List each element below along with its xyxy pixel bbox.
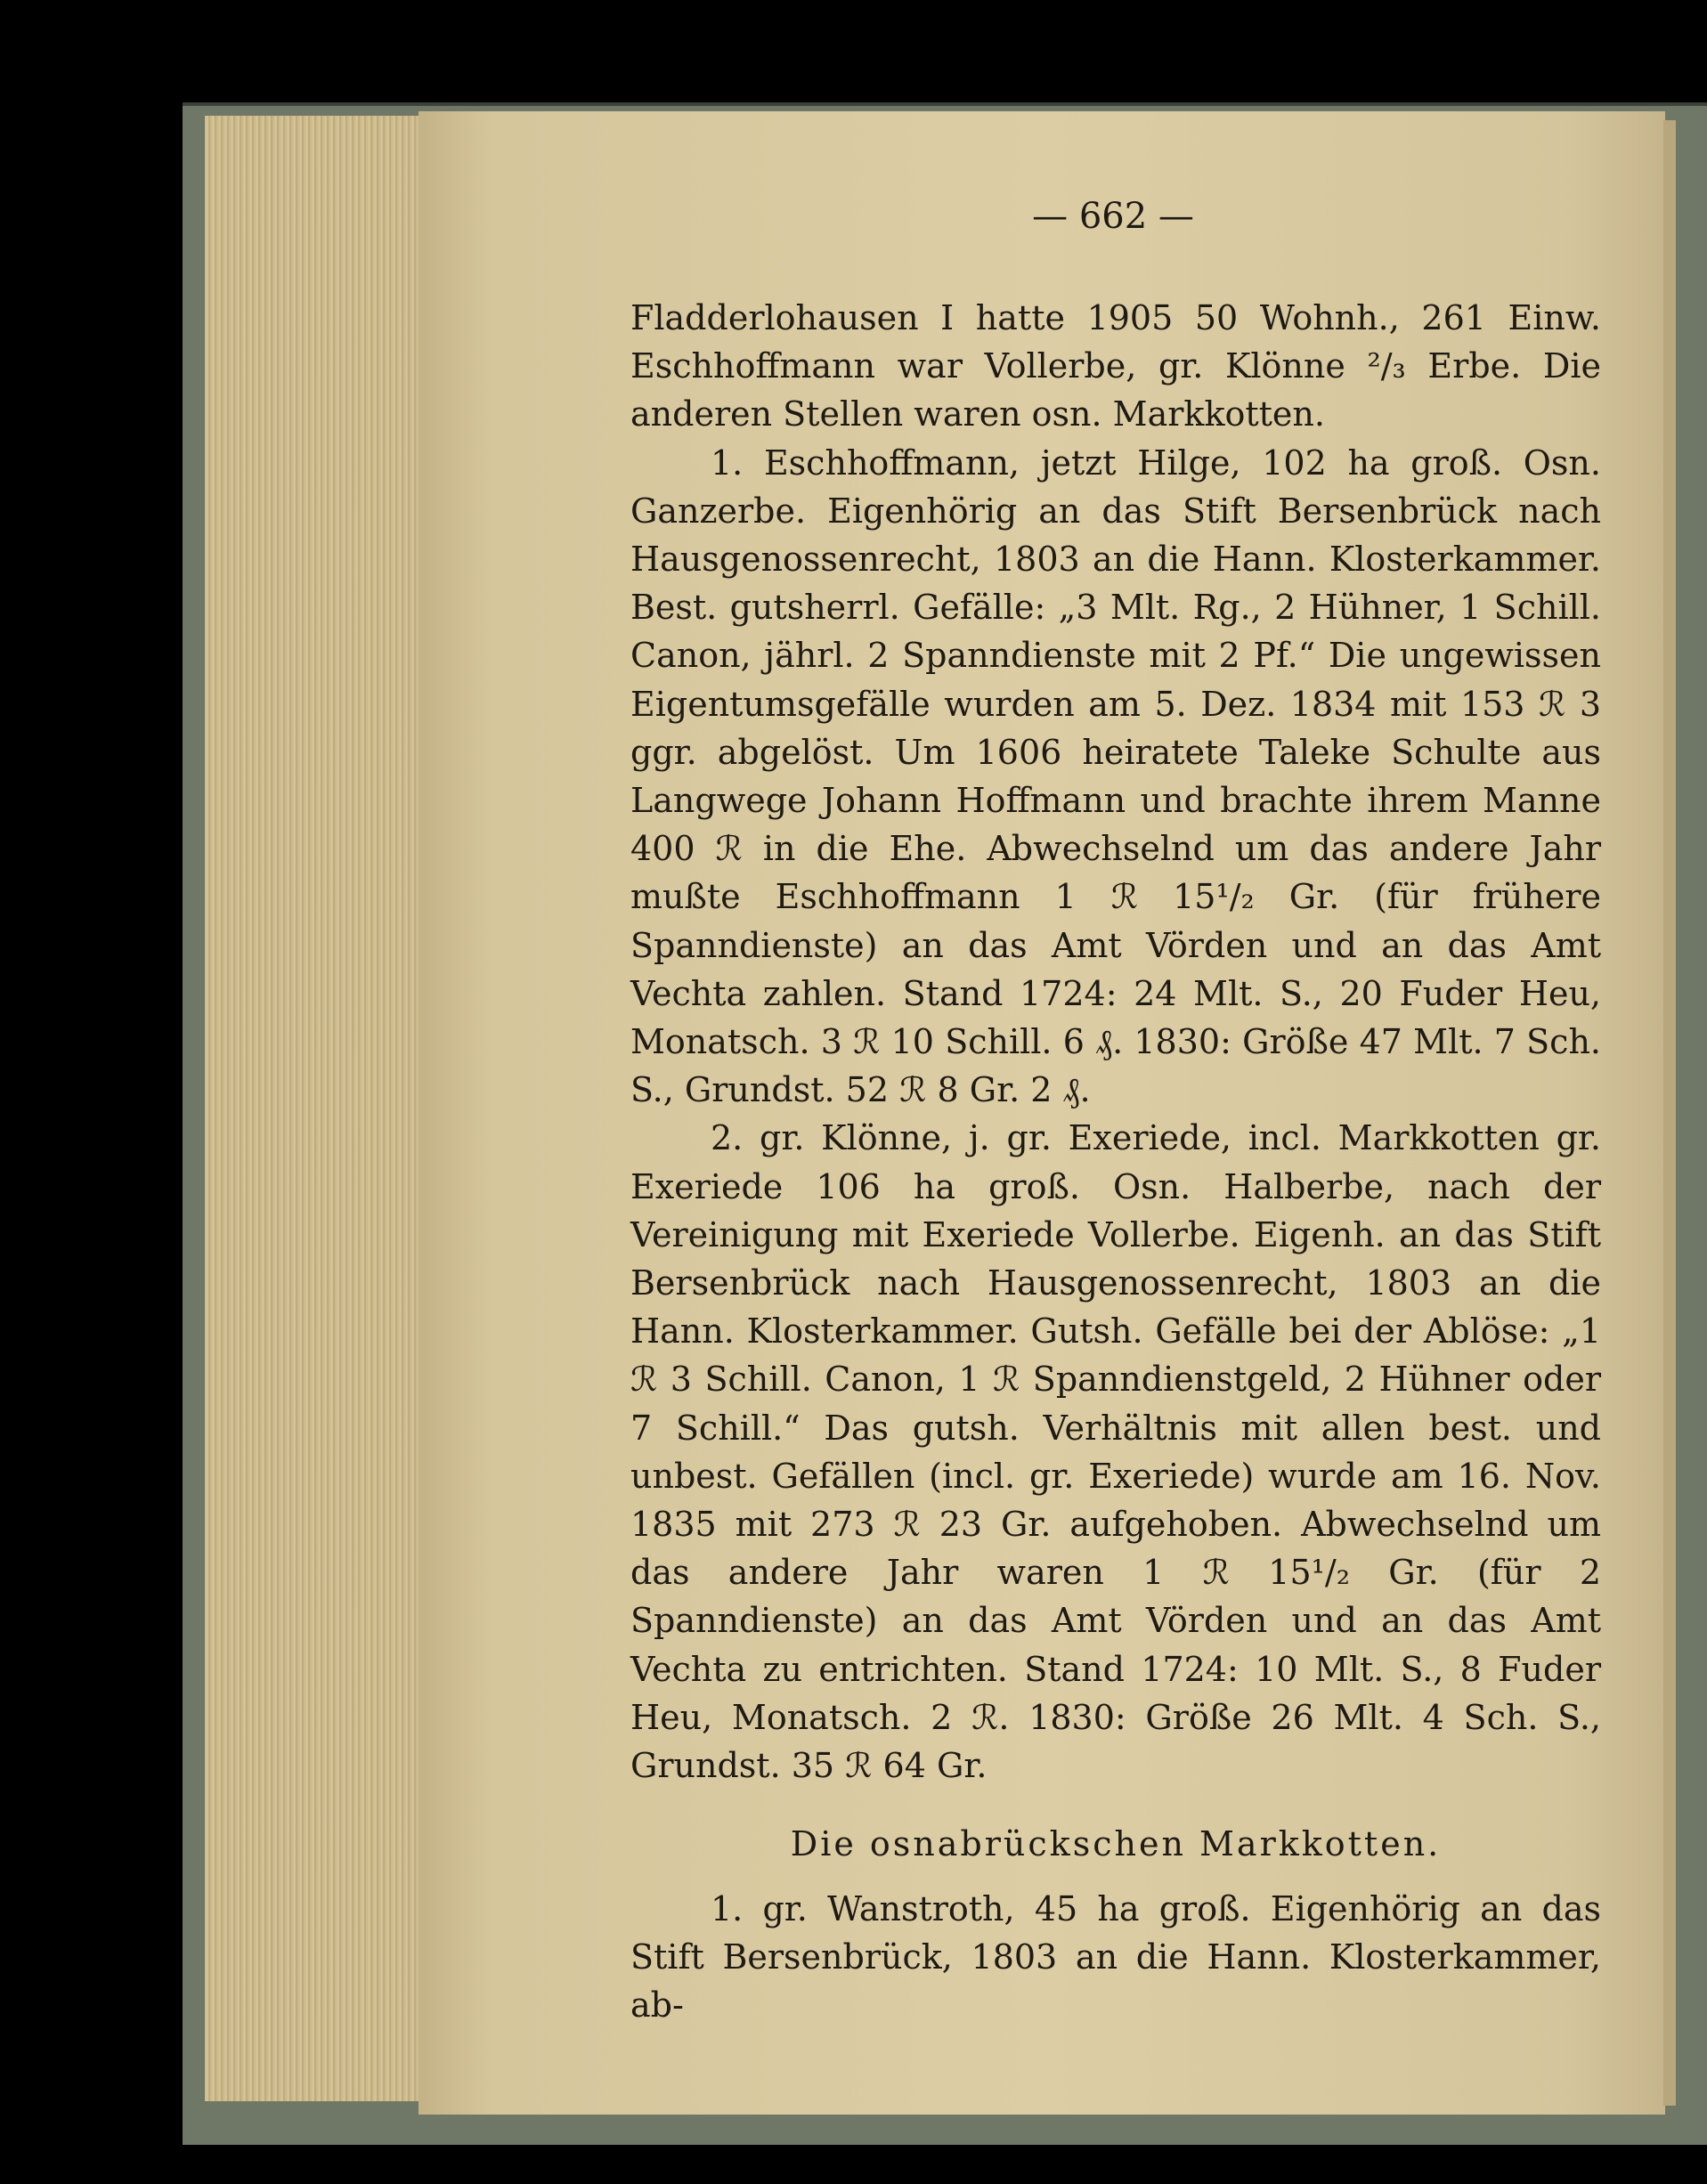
page-number: — 662 — bbox=[1032, 196, 1194, 237]
section-heading: Die osnabrückschen Markkotten. bbox=[790, 1824, 1442, 1864]
page-right-edge bbox=[1663, 120, 1676, 2106]
paragraph-intro: Fladderlohausen I hatte 1905 50 Wohnh., 261 Einw. Eschhoffmann war Vollerbe, gr. Klönne ²/₃ Erbe. Die anderen Stellen waren osn. Markkotten. bbox=[630, 298, 1601, 434]
paragraph-kloenne: 2. gr. Klönne, j. gr. Exeriede, incl. Markkotten gr. Exeriede 106 ha groß. Osn. Halberbe, nach der Vereinigung mit Exeriede Vollerbe. Eigenh. an das Stift Bersenbrück nach Hausgenossenrecht, 1803 an die Hann. Klosterkammer. Gutsh. Gefälle bei der Ablöse: „1 ℛ 3 Schill. Canon, 1 ℛ Spanndienstgeld, 2 Hühner oder 7 Schill.“ Das gutsh. Verhältnis mit allen best. und unbest. Gefällen (incl. gr. Exeriede) wurde am 16. Nov. 1835 mit 273 ℛ 23 Gr. aufgehoben. Abwechselnd um das andere Jahr waren 1 ℛ 15¹/₂ Gr. (für 2 Spanndienste) an das Amt Vörden und an das Amt Vechta zu entrichten. Stand 1724: 10 Mlt. S., 8 Fuder Heu, Monatsch. 2 ℛ. 1830: Größe 26 Mlt. 4 Sch. S., Grundst. 35 ℛ 64 Gr. bbox=[630, 1118, 1601, 1786]
page-edges bbox=[205, 116, 445, 2101]
paragraph-eschhoffmann: 1. Eschhoffmann, jetzt Hilge, 102 ha groß. Osn. Ganzerbe. Eigenhörig an das Stift Bersenbrück nach Hausgenossenrecht, 1803 an die Hann. Klosterkammer. Best. gutsherrl. Gefälle: „3 Mlt. Rg., 2 Hühner, 1 Schill. Canon, jährl. 2 Spanndienste mit 2 Pf.“ Die ungewissen Eigentumsgefälle wurden am 5. Dez. 1834 mit 153 ℛ 3 ggr. abgelöst. Um 1606 heiratete Taleke Schulte aus Langwege Johann Hoffmann und brachte ihrem Manne 400 ℛ in die Ehe. Abwechselnd um das andere Jahr mußte Eschhoffmann 1 ℛ 15¹/₂ Gr. (für frühere Spanndienste) an das Amt Vörden und an das Amt Vechta zahlen. Stand 1724: 24 Mlt. S., 20 Fuder Heu, Monatsch. 3 ℛ 10 Schill. 6 ₰. 1830: Größe 47 Mlt. 7 Sch. S., Grundst. 52 ℛ 8 Gr. 2 ₰. bbox=[630, 442, 1601, 1110]
text-block bbox=[630, 294, 1601, 2029]
paragraph-wanstroth: 1. gr. Wanstroth, 45 ha groß. Eigenhörig an das Stift Bersenbrück, 1803 an die Hann. Klosterkammer, ab- bbox=[630, 1888, 1601, 2025]
